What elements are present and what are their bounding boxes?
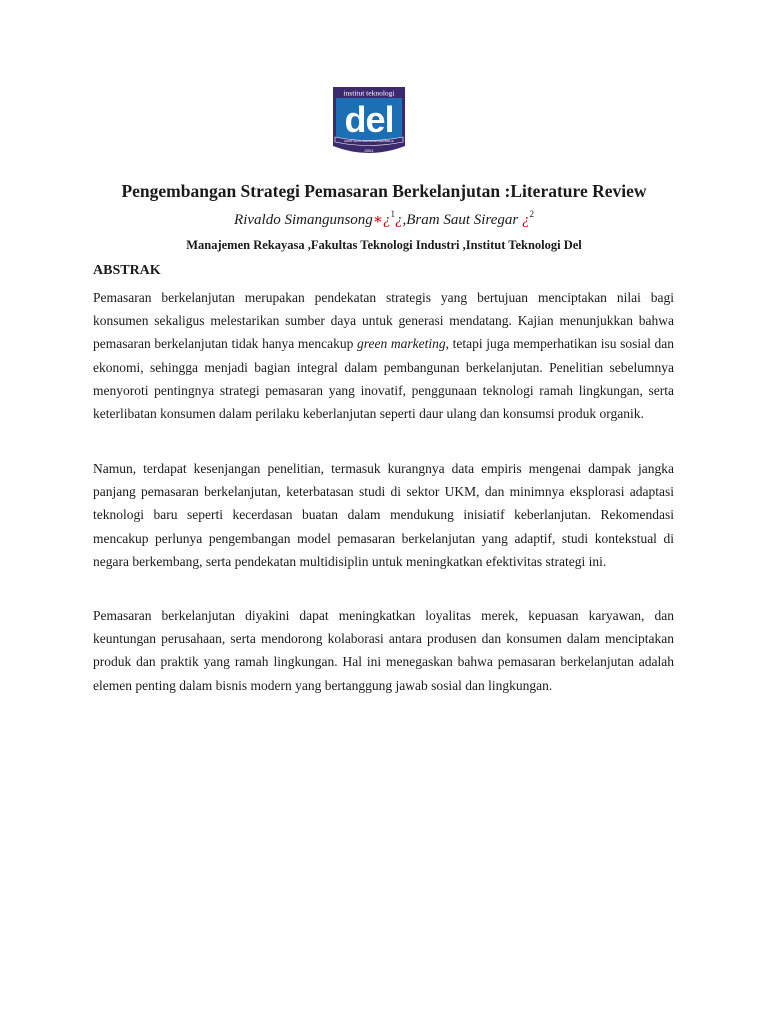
institution-logo <box>332 86 406 158</box>
affiliation: Manajemen Rekayasa ,Fakultas Teknologi Industri ,Institut Teknologi Del <box>186 238 582 252</box>
abstract-paragraph-3: Pemasaran berkelanjutan diyakini dapat meningkatkan loyalitas merek, kepuasan karyawan, dan keuntungan perusahaan, serta mendorong kolaborasi antara produsen dan konsumen dalam menciptakan produk dan praktik yang ramah lingkungan. Hal ini menegaskan bahwa pemasaran berkelanjutan adalah elemen penting dalam bisnis modern yang bertanggung jawab sosial dan lingkungan. <box>93 608 674 693</box>
abstract-paragraph-1 <box>93 286 674 425</box>
logo-year: 2001 <box>364 148 374 153</box>
author-line <box>0 210 768 229</box>
abstract-paragraph-2: Namun, terdapat kesenjangan penelitian, termasuk kurangnya data empiris mengenai dampak jangka panjang pemasaran berkelanjutan, keterbatasan studi di sektor UKM, dan minimnya eksplorasi adaptasi teknologi baru seperti kecerdasan buatan dalam mendukung inisiatif keberlanjutan. Rekomendasi mencakup perlunya pengembangan model pemasaran berkelanjutan yang adaptif, studi kontekstual di negara berkembang, serta pendekatan multidisiplin untuk meningkatkan efektivitas strategi ini. <box>93 461 674 569</box>
author-1-superscript: 1 <box>390 209 395 219</box>
logo-wordmark: del <box>344 99 394 140</box>
author-1-mark: ∗¿ <box>372 212 391 228</box>
paragraph-1-emphasis: green marketing <box>357 336 446 352</box>
author-2-superscript: 2 <box>529 209 534 219</box>
author-1-name: Rivaldo Simangunsong <box>234 212 373 228</box>
paragraph-1-text-a: Pemasaran berkelanjutan merupakan pendekatan strategis yang bertujuan menciptakan nilai bagi konsumen sekaligus melestarikan sumber daya untuk generasi mendatang. Kajian menunjukkan bahwa pemasaran berkelanjutan tidak hanya mencakup <box>93 290 674 352</box>
abstract-heading: ABSTRAK <box>93 263 161 278</box>
author-separator-mark: ¿ <box>395 212 403 228</box>
logo-banner-text: MARTUHAN MARROHA MARBISUK <box>344 139 394 143</box>
logo-top-text: institut teknologi <box>343 88 395 98</box>
paper-title: Pengembangan Strategi Pemasaran Berkelanjutan :Literature Review <box>121 181 647 201</box>
author-2-mark: ¿ <box>521 212 530 228</box>
author-2-name: Bram Saut Siregar <box>406 212 519 228</box>
author-comma: , <box>402 212 407 228</box>
paragraph-1-text-b: , tetapi juga memperhatikan isu sosial dan ekonomi, sehingga menjadi bagian integral dalam pembangunan berkelanjutan. Penelitian sebelumnya menyoroti pentingnya strategi pemasaran yang inovatif, penggunaan teknologi ramah lingkungan, serta keterlibatan konsumen dalam perilaku keberlanjutan seperti daur ulang dan konsumsi produk organik. <box>93 336 674 422</box>
